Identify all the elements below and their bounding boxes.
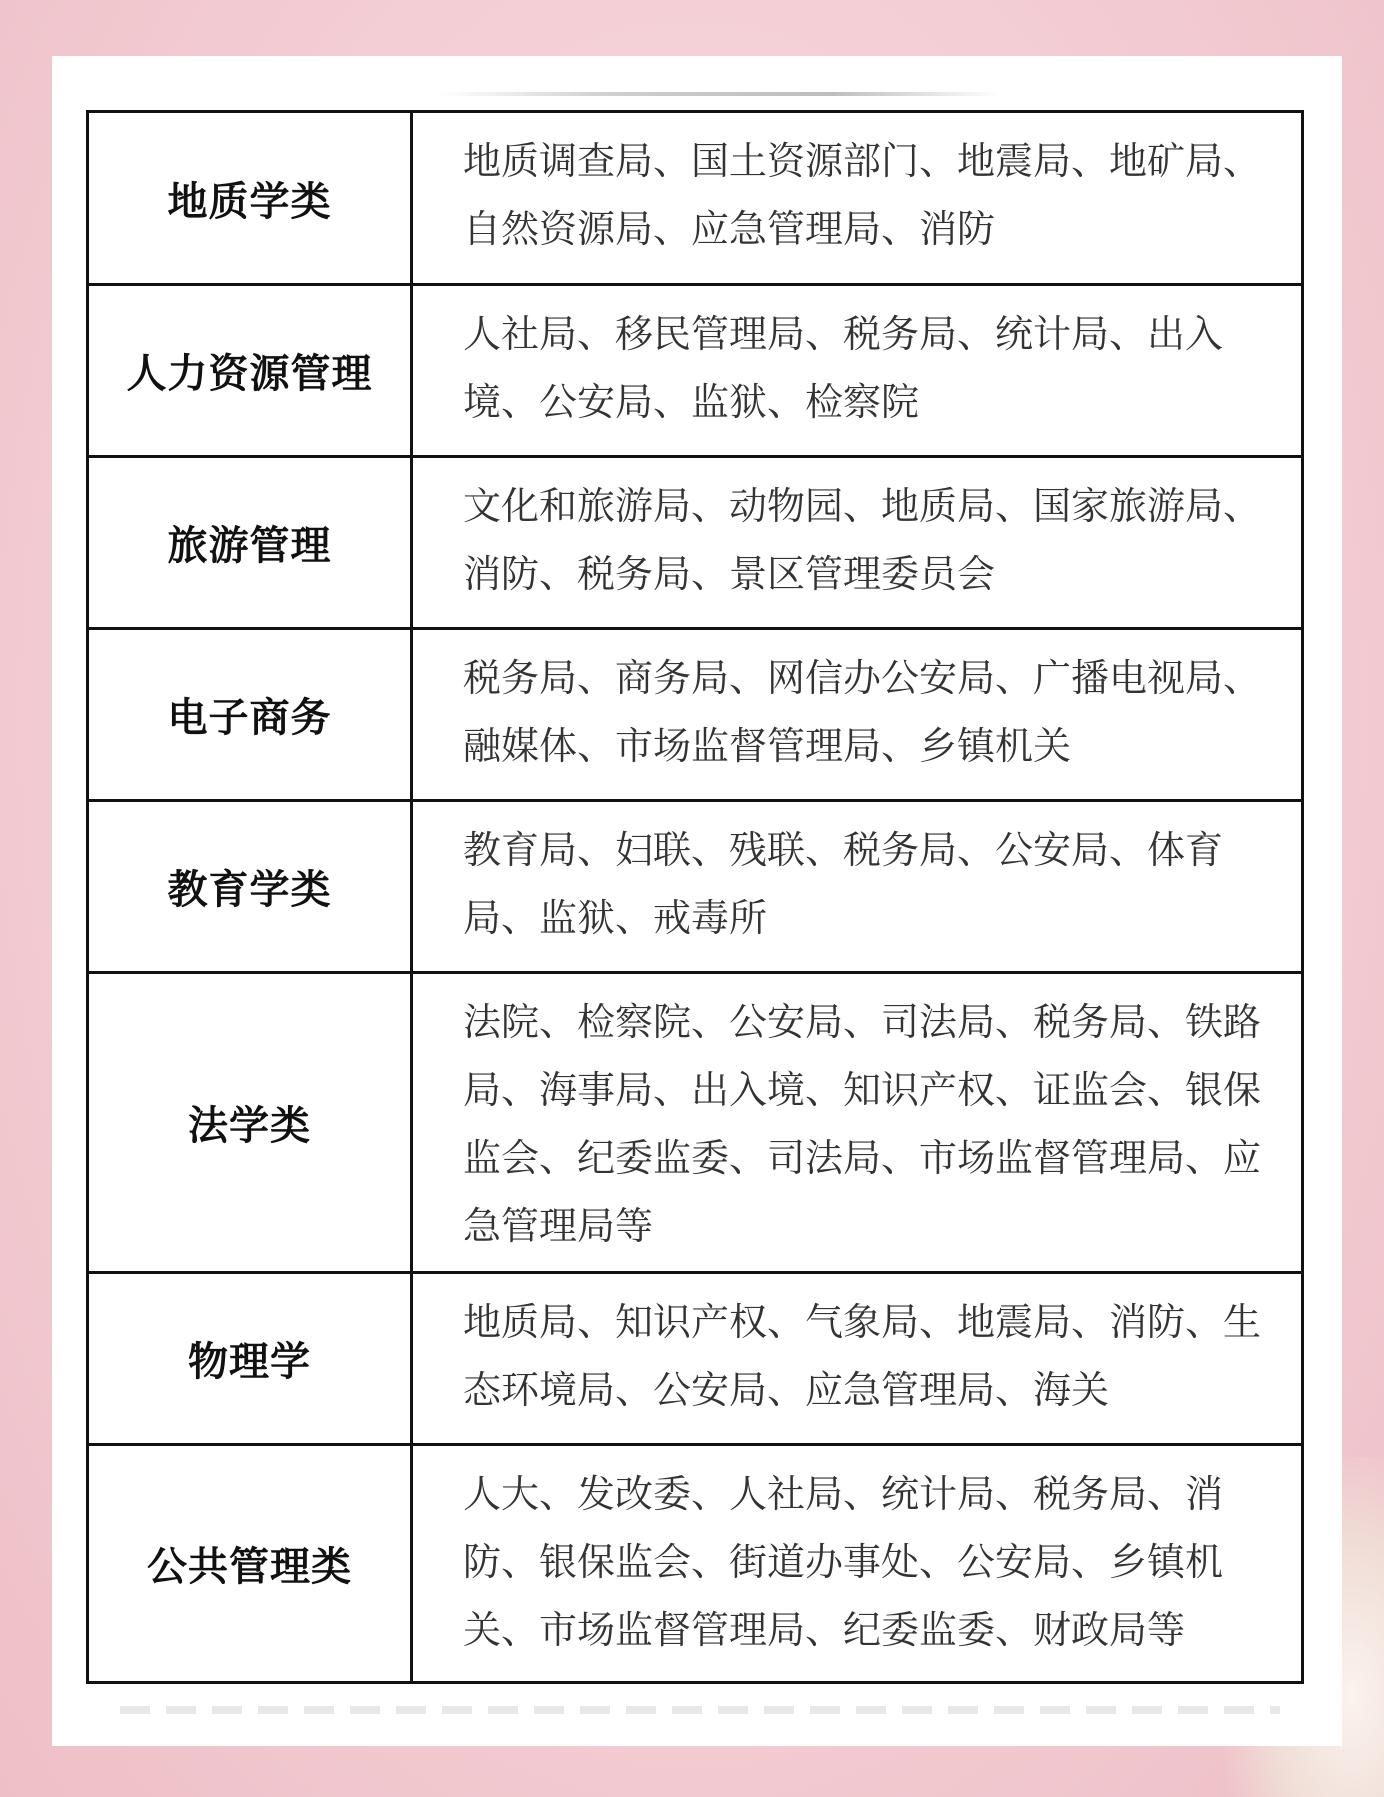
department-list-cell: 文化和旅游局、动物园、地质局、国家旅游局、消防、税务局、景区管理委员会: [463, 484, 1262, 596]
table-row: [89, 113, 1301, 283]
major-category-cell: 法学类: [89, 974, 413, 1271]
department-list-cell: 人社局、移民管理局、税务局、统计局、出入境、公安局、监狱、检察院: [463, 312, 1224, 424]
department-list-cell: 地质局、知识产权、气象局、地震局、消防、生态环境局、公安局、应急管理局、海关: [463, 1300, 1262, 1412]
table-row: [89, 799, 1301, 971]
table-row: [89, 627, 1301, 799]
major-department-table: [86, 110, 1304, 1684]
department-list-cell: 地质调查局、国土资源部门、地震局、地矿局、自然资源局、应急管理局、消防: [463, 139, 1262, 251]
department-list-cell: 法院、检察院、公安局、司法局、税务局、铁路局、海事局、出入境、知识产权、证监会、银保监会、纪委监委、司法局、市场监督管理局、应急管理局等: [463, 1000, 1262, 1248]
major-category-cell: 公共管理类: [89, 1446, 413, 1681]
table-row: [89, 1443, 1301, 1681]
department-list-cell: 人大、发改委、人社局、统计局、税务局、消防、银保监会、街道办事处、公安局、乡镇机关、市场监督管理局、纪委监委、财政局等: [463, 1472, 1224, 1652]
table-row: [89, 455, 1301, 627]
department-list-cell: 教育局、妇联、残联、税务局、公安局、体育局、监狱、戒毒所: [463, 828, 1224, 940]
blurred-footer-text: [120, 1706, 1280, 1714]
major-category-cell: 人力资源管理: [89, 286, 413, 455]
major-category-cell: 地质学类: [89, 113, 413, 283]
table-row: [89, 283, 1301, 455]
major-category-cell: 旅游管理: [89, 458, 413, 627]
department-list-cell: 税务局、商务局、网信办公安局、广播电视局、融媒体、市场监督管理局、乡镇机关: [463, 656, 1262, 768]
top-divider: [440, 92, 1000, 96]
major-category-cell: 电子商务: [89, 630, 413, 799]
table-row: [89, 1271, 1301, 1443]
major-category-cell: 物理学: [89, 1274, 413, 1443]
table-row: [89, 971, 1301, 1271]
major-category-cell: 教育学类: [89, 802, 413, 971]
